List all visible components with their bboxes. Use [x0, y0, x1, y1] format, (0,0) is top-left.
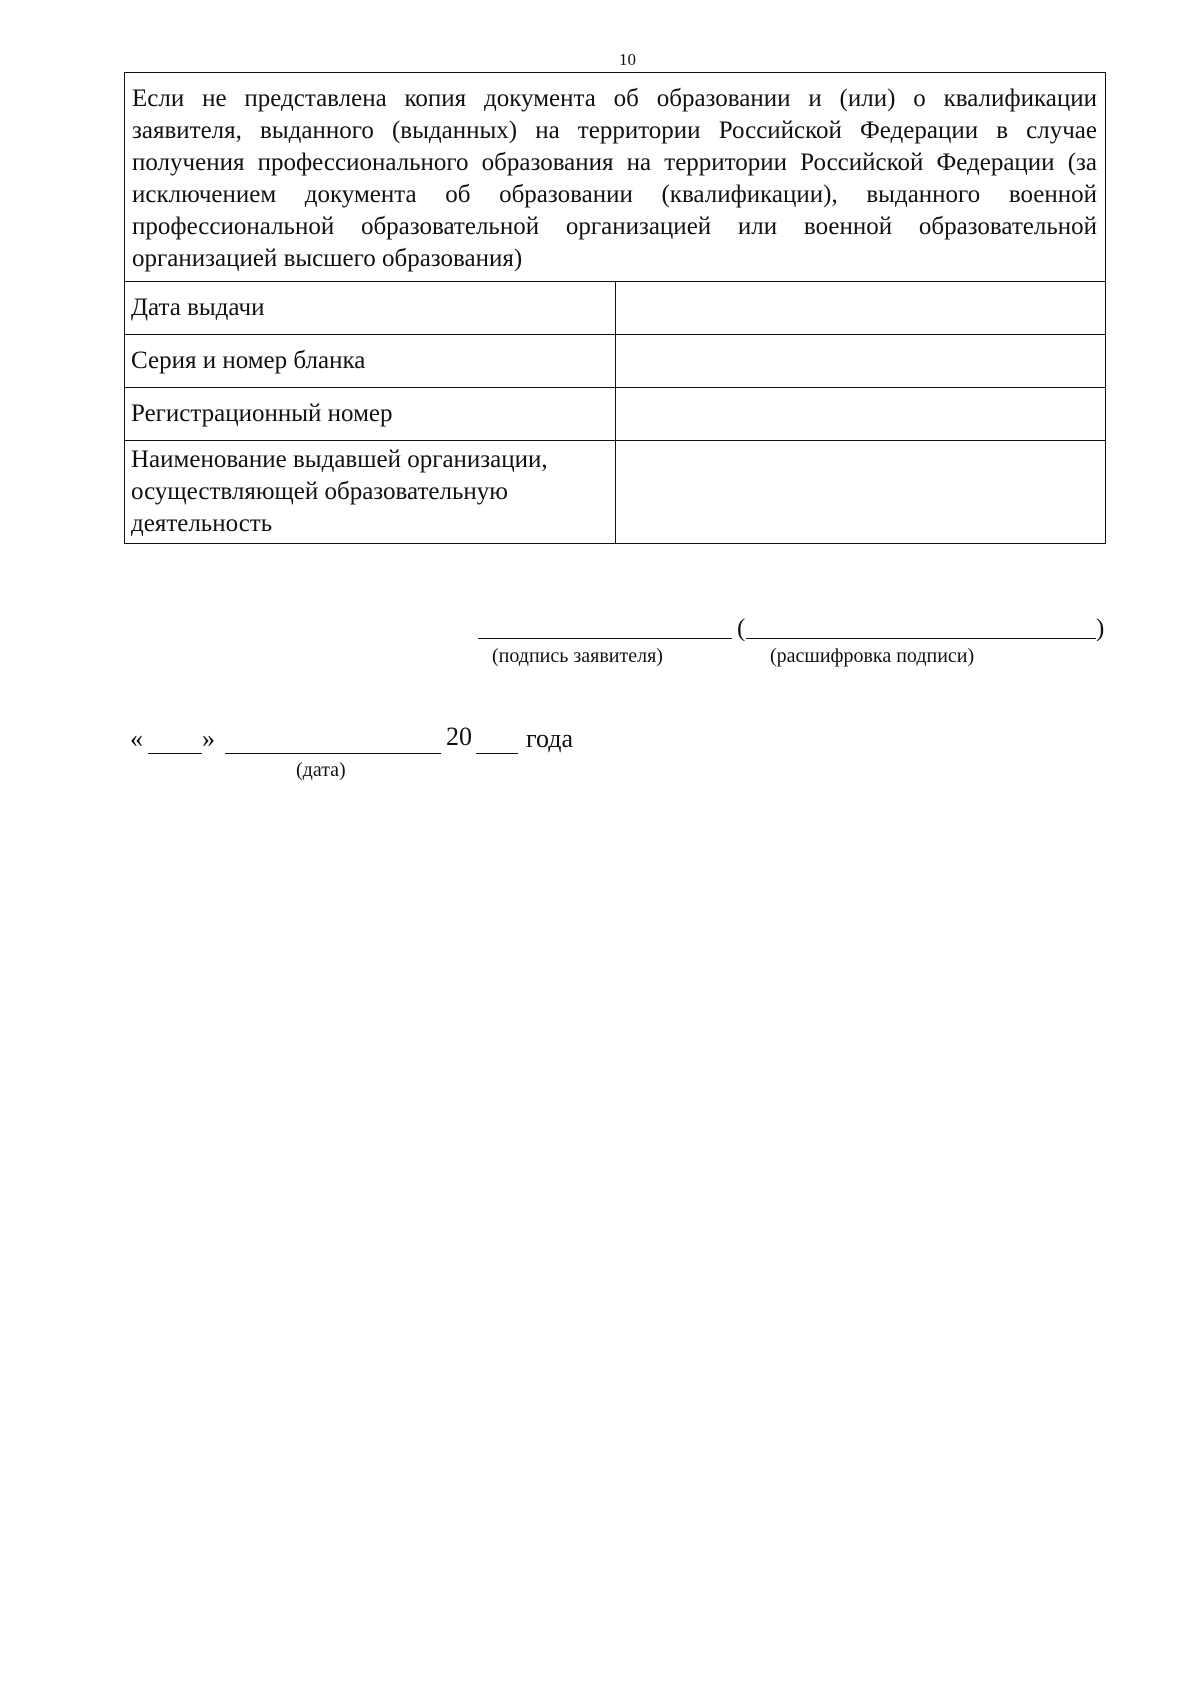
row-label-registration-number: Регистрационный номер	[125, 388, 616, 441]
signature-line[interactable]	[478, 638, 732, 639]
signature-caption: (подпись заявителя)	[492, 645, 663, 667]
date-month-line[interactable]	[225, 753, 441, 754]
row-label-issuing-organization: Наименование выдавшей организации, осуществляющей образовательную деятельность	[125, 441, 616, 544]
row-label-series-number: Серия и номер бланка	[125, 335, 616, 388]
date-open-quote: «	[130, 724, 143, 753]
close-paren: )	[1096, 615, 1105, 642]
date-caption: (дата)	[296, 759, 346, 781]
date-close-quote: »	[202, 724, 215, 753]
open-paren: (	[737, 615, 746, 642]
date-year-line[interactable]	[476, 753, 518, 754]
education-document-table	[124, 72, 1106, 544]
table-heading: Если не представлена копия документа об образовании и (или) о квалификации заявителя, выданного (выданных) на территории Российской Федерации в случае получения профессионального образования на территории Российской Федерации (за исключением документа об образовании (квалификации), выданного военной профессиональной образовательной организацией или военной образовательной организацией высшего образования)	[125, 73, 1106, 282]
signature-transcript-line[interactable]	[746, 638, 1096, 639]
issue-date-field[interactable]	[615, 282, 1106, 335]
table-row-issue-date	[125, 282, 1106, 335]
date-day-line[interactable]	[148, 753, 202, 754]
series-number-field[interactable]	[615, 335, 1106, 388]
registration-number-field[interactable]	[615, 388, 1106, 441]
row-label-issue-date: Дата выдачи	[125, 282, 616, 335]
table-row-series-number	[125, 335, 1106, 388]
date-year-prefix: 20	[446, 722, 472, 751]
table-row-registration-number	[125, 388, 1106, 441]
table-row-issuing-organization	[125, 441, 1106, 544]
page-number: 10	[619, 50, 636, 69]
issuing-organization-field[interactable]	[615, 441, 1106, 544]
signature-transcript-caption: (расшифровка подписи)	[770, 645, 975, 667]
date-year-suffix: года	[526, 724, 574, 753]
